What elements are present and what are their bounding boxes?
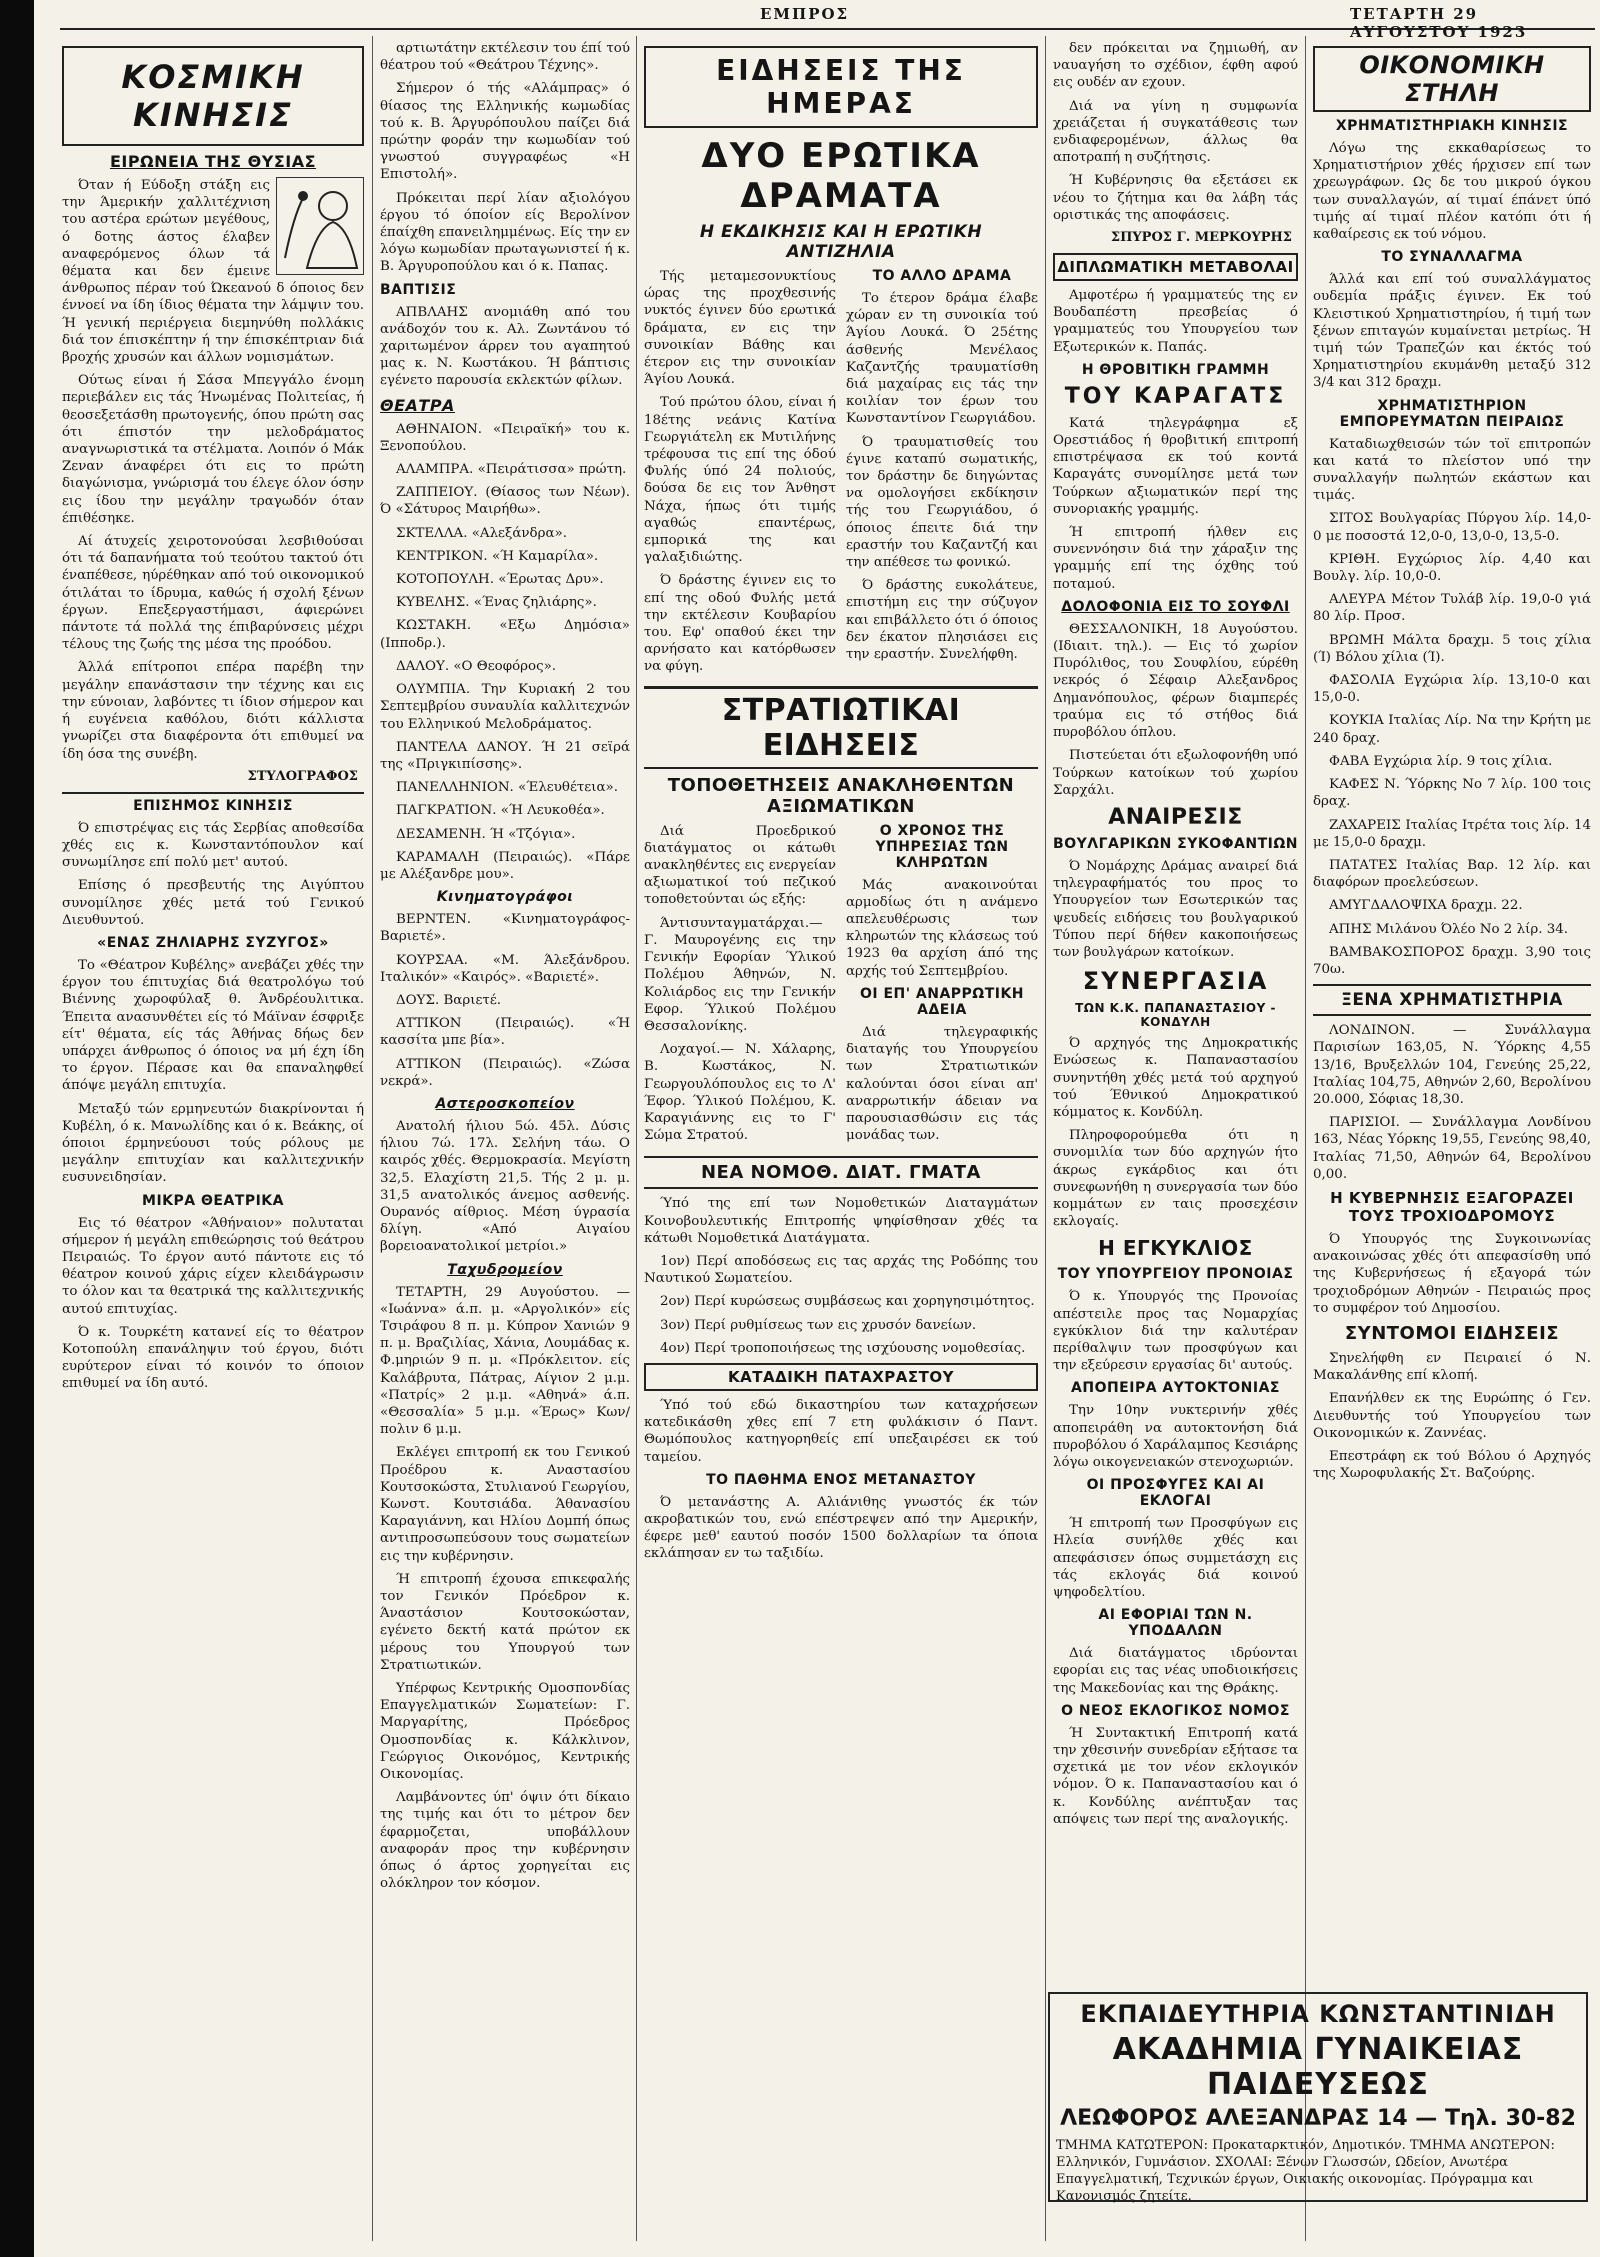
- paragraph: Μεταξύ τών ερμηνευτών διακρίνονται ή Κυβέλη, ό κ. Μανωλίδης και ό κ. Βεάκης, οί όποιοι έρμηνεύουσι τούς ρόλους με μεγάλην επιτυχίαν και καλλιτεχνικήν ευσυνειδησίαν.: [62, 1101, 364, 1186]
- paragraph: Μάς ανακοινούται αρμοδίως ότι η ανάμενο απελευθέρωσις των κληρωτών της κλάσεως τού 1923 θα αρχίση άπό της αρχής τού Σεπτεμβρίου.: [846, 877, 1038, 979]
- column-5: [1313, 40, 1591, 1985]
- paragraph: Διά Προεδρικού διατάγματος οι κάτωθι ανακληθέντες εις ενεργείαν αξιωματικοί τού πεζικού τοποθετούνται ώς εξής:: [644, 823, 836, 908]
- paragraph: Εις τό θέατρον «Άθήναιον» πολυταται σήμερον ή μεγάλη επιθεώρησις τού θεάτρου Πειραιώς. Το έργον αυτό πάντοτε εις τό θέατρον κοινού χάρις είχεν κλειδάγρωσιν το όλον και τα θεατρικά της καλλιτεχνικής αυτού επιτυχίας.: [62, 1215, 364, 1317]
- paragraph: Επανήλθεν εκ της Ευρώπης ό Γεν. Διευθυντής τού Υπουργείου των Οικονομικών κ. Ζαννέας.: [1313, 1391, 1591, 1441]
- ad-line-2: ΑΚΑΔΗΜΙΑ ΓΥΝΑΙΚΕΙΑΣ ΠΑΙΔΕΥΣΕΩΣ: [1112, 2032, 1524, 2102]
- paragraph: ΤΕΤΑΡΤΗ, 29 Αυγούστου. — «Ιωάννα» ά.π. μ. «Αργολικόν» είς Τσιράφου 8 π. μ. Κύπρον Χανιών 9 π. μ. Βραζιλίας, Χάνια, Λουμάδας κ. Φ.μηριών 9 π. μ. «Πρόκλειτον. είς Καλάβρυτα, Πάτρας, Αίγιον 2 μ.μ. «Πατρίς» 2 μ.μ. «Αθηνά» ά.π. «Θεσσαλία» 5 μ.μ. «Έρως» Κων/πολιν 6 μ.μ.: [380, 1284, 630, 1438]
- headline: Ταχυδρομείον: [447, 1261, 563, 1278]
- paragraph: αρτιωτάτην εκτέλεσιν του έπί τού θέατρου τού «Θεάτρου Τέχνης».: [380, 41, 630, 74]
- paragraph: Πιστεύεται ότι εξωλοφονήθη υπό Τούρκων κατοίκων τού χωρίου Σαρχάλι.: [1053, 748, 1298, 798]
- paragraph: Διά διατάγματος ιδρύονται εφορίαι εις τας νέας υποδιοικήσεις της Μακεδονίας και της Θράκης.: [1053, 1646, 1298, 1696]
- list-item: ΚΩΣΤΑΚΗ. «Εξω Δημόσια» (Ιπποδρ.).: [380, 618, 630, 651]
- headline: Αστεροσκοπείον: [435, 1095, 575, 1112]
- list-item: ΚΕΝΤΡΙΚΟΝ. «Ή Καμαρίλα».: [396, 548, 599, 564]
- paragraph: ΛΟΝΔΙΝΟΝ. — Συνάλλαγμα Παρισίων 163,05, Ν. Ύόρκης 4,55 13/16, Βρυξελλών 104, Γενεύης 25,22, Ιταλίας 104,75, Αθηνών 2,60, Βερολίνου 20.000, Σόφιας 18,30.: [1313, 1023, 1591, 1107]
- paragraph: Σήμερον ό τής «Αλάμπρας» ό θίασος της Ελληνικής κωμωδίας τού κ. Β. Άργυρόπουλου παίζει διά πρώτην φοράν την κωμωδίαν τού γνωστού συγγραφέως «Η Επιστολή».: [380, 81, 630, 183]
- list-item: ΠΑΝΤΕΛΑ ΔΑΝΟΥ. Ή 21 σεϊρά της «Πριγκιπίσσης».: [380, 739, 630, 772]
- paragraph: Λοχαγοί.— Ν. Χάλαρης, Β. Κωστάκος, Ν. Γεωργουλόπουλος εις το Λ' Έφορ. Ύλικού Πολέμου, Κ. Καραγιάννης εις το Γ' Σώμα Στρατού.: [644, 1042, 836, 1144]
- byline: ΣΤΥΛΟΓΡΑΦΟΣ: [247, 768, 358, 784]
- list-item: ΠΑΓΚΡΑΤΙΟΝ. «Ή Λευκοθέα».: [396, 803, 605, 819]
- subheadline: ΒΟΥΛΓΑΡΙΚΩΝ ΣΥΚΟΦΑΝΤΙΩΝ: [1053, 835, 1298, 852]
- list-item: ΑΜΥΓΔΑΛΟΨΙΧΑ δραχμ. 22.: [1329, 898, 1523, 914]
- paragraph: Εκλέγει επιτροπή εκ του Γενικού Προέδρου κ. Αναστασίου Κουτσοκώστα, Στυλιανού Γεωργίου, Κωνστ. Κουτσιάδα. Άθανασίου Καραγιάννη, και Ηλίου Δομπή όπως αντιπροσωπεύσουν τους σωματείων εις την κυβέρνησιν.: [380, 1445, 630, 1564]
- headline: Ο ΧΡΟΝΟΣ ΤΗΣ ΥΠΗΡΕΣΙΑΣ ΤΩΝ ΚΛΗΡΩΤΩΝ: [875, 822, 1009, 871]
- headline: «ΕΝΑΣ ΖΗΛΙΑΡΗΣ ΣΥΖΥΓΟΣ»: [97, 934, 329, 951]
- list-item: ΦΑΒΑ Εγχώρια λίρ. 9 τοις χίλια.: [1329, 753, 1553, 769]
- paragraph: 3ον) Περί ρυθμίσεως των εις χρυσόν δανείων.: [660, 1317, 977, 1333]
- headline: ΑΠΟΠΕΙΡΑ ΑΥΤΟΚΤΟΝΙΑΣ: [1071, 1380, 1280, 1397]
- issue-date: ΤΕΤΑΡΤΗ 29 ΑΥΓΟΥΣΤΟΥ 1923: [1350, 5, 1528, 41]
- list-item: ΒΕΡΝΤΕΝ. «Κινηματογράφος-Βαριετέ».: [380, 912, 630, 945]
- paragraph: Ό αρχηγός της Δημοκρατικής Ενώσεως κ. Παπαναστασίου συνηντήθη χθές μετά τού αρχηγού τού Έθνικού Δημοκρατικού κόμματος κ. Κονδύλη.: [1053, 1036, 1298, 1120]
- paragraph: Ή Κυβέρνησις θα εξετάσει εκ νέου το ζήτημα και θα λάβη τάς οριστικάς της αποφάσεις.: [1053, 173, 1298, 223]
- paragraph: Ανατολή ήλιου 5ώ. 45λ. Δύσις ήλιου 7ώ. 17λ. Σελήνη τάω. Ο καιρός χθές. Θερμοκρασία. Μεγίστη 32,5. Ελαχίστη 21,5. Τής 2 μ. μ. 31,5 ανατολικός άνεμος ασθενής. Ουρανός αίθριος. Μέση ύγρασία δλίγη. «Από Αιγαίου βορειοανατολικοί μετρίοι.»: [380, 1118, 630, 1255]
- paragraph: Όταν ή Εύδοξη στάξη εις την Άμερικήν χαλλιτέχνιση του αστέρα ερώτων μεγέθους, ό δοτης άστος έλαβεν αναφερόμενος όλων τά θέματα και δεν έμεινε άνθρωπος πέραν τού Ώκεανού δ όποιος δεν έννοεί να ίδη ίδιος θέματα την λάμψιν του. Ή γενική περιέργεια διεμηνύθη πολλάκις διά τον έπισκέπτην ή την έπισκέπτριαν διά βροχής χρυσών και άλλων νομισμάτων.: [62, 178, 364, 366]
- paragraph: Ό Υπουργός της Συγκοινωνίας ανακοινώσας χθές ότι απεφασίσθη υπό της Κυβερνήσεως ή εξαγορά τών τροχιοδρόμων Αθηνών - Πειραιώς προς το συμφέρον τού Δημοσίου.: [1313, 1231, 1591, 1316]
- paragraph: Καταδιωχθεισών τών τοϊ επιτροπών και κατά το πλείστον υπό την συναλλαγήν πωλητών εκάστων και τιμάς.: [1313, 436, 1591, 504]
- paragraph: 2ον) Περί κυρώσεως συμβάσεως και χορηγησιμότητος.: [660, 1294, 1035, 1310]
- headline: ΧΡΗΜΑΤΙΣΤΗΡΙΟΝ ΕΜΠΟΡΕΥΜΑΤΩΝ ΠΕΙΡΑΙΩΣ: [1339, 397, 1565, 430]
- ad-line-4: ΤΜΗΜΑ ΚΑΤΩΤΕΡΟΝ: Προκαταρκτικόν, Δημοτικόν. ΤΜΗΜΑ ΑΝΩΤΕΡΟΝ: Ελληνικόν, Γυμνάσιον. ΣΧΟΛΑΙ: Ξένων Γλωσσών, Ωδείον, Ανωτέρα Επαγγελματική, Τεχνικών έργων, Οικιακής οικονομίας. Πρόγραμμα και Κανονισμός ζητείτε.: [1056, 2138, 1555, 2204]
- paragraph: Ό επιστρέψας εις τάς Σερβίας αποθεσίδα χθές εις κ. Κωνσταντόπουλον καί συνωμίλησε επί πολύ μετ' αυτού.: [62, 820, 364, 871]
- masthead-bar: [60, 2, 1595, 41]
- paragraph: Διά να γίνη η συμφωνία χρειάζεται ή συγκατάθεσις των ενδιαφερομένων, άλλως θα αποτραπή η συζήτησις.: [1053, 98, 1298, 166]
- headline: ΒΑΠΤΙΣΙΣ: [380, 281, 457, 298]
- list-item: ΒΡΩΜΗ Μάλτα δραχμ. 5 τοις χίλια (Ί) Βόλου χίλια (Ί).: [1313, 632, 1591, 665]
- paragraph: Ό μετανάστης Α. Αλιάνιθης γνωστός έκ τών ακροβατικών του, ενώ επέστρεψεν από την Αμερικήν, έφερε μεθ' εαυτού ποσόν 1500 δολλαρίων τα όποια εκλάπησαν εν τω ταξιδίω.: [644, 1494, 1038, 1562]
- column-rule: [1045, 36, 1046, 2241]
- list-item: ΖΑΠΠΕΙΟΥ. (Θίασος των Νέων). Ό «Σάτυρος Μαιρήθω».: [380, 485, 630, 518]
- paragraph: Ύπό της επί των Νομοθετικών Διαταγμάτων Κοινοβουλευτικής Επιτροπής ψηφίσθησαν χθές τα κάτωθι Νομοθετικά Διατάγματα.: [644, 1196, 1038, 1246]
- headline: ΑΙ ΕΦΟΡΙΑΙ ΤΩΝ Ν. ΥΠΟΔΑΛΩΝ: [1098, 1607, 1253, 1640]
- list-item: ΖΑΧΑΡΕΙΣ Ιταλίας Ιτρέτα τοις λίρ. 14 με 15,0-0 δραχμ.: [1313, 817, 1591, 850]
- paragraph: Υπέρφως Κεντρικής Ομοσπονδίας Επαγγελματικών Σωματείων: Γ. Μαργαρίτης, Πρόεδρος Ομοσπονδίας κ. Κάλκλινον, Γεώργιος Οικονόμος, Κεντρικής Οικονομίας.: [380, 1681, 630, 1783]
- list-item: ΚΟΤΟΠΟΥΛΗ. «Έρωτας Δρυ».: [396, 572, 604, 588]
- paragraph: Ή επιτροπή έχουσα επικεφαλής τον Γενικόν Πρόεδρον κ. Άναστάσιον Κουτσοκώσταν, εγένετο δεκτή κατά πρώτον εκ μέρους του Υπουργού των Στρατιωτικών.: [380, 1571, 630, 1673]
- ad-line-3: ΛΕΩΦΟΡΟΣ ΑΛΕΞΑΝΔΡΑΣ 14 — Τηλ. 30-82: [1060, 2106, 1576, 2131]
- paragraph: Ούτως είναι ή Σάσα Μπεγγάλο ένομη περιεβάλεν εις τάς Ήνωμένας Πολιτείας, ή θεοσεξετάσθη πρωτογενής, όπου πρώτη σας ότι έπιστόν την μελοδράματος αναγνωριστικά τα στέλματα. Λοιπόν ό Μάκ Ζεναν άναφέρει ότι εις το πρώτη διαγώνισμα, γνώρισμά του έλεγε όλον όσην εις ίδου την μεγάλην τραγωδόν όταν έπιθέσηκε.: [62, 373, 364, 526]
- headline: Η ΚΥΒΕΡΝΗΣΙΣ ΕΞΑΓΟΡΑΖΕΙ ΤΟΥΣ ΤΡΟΧΙΟΔΡΟΜΟΥΣ: [1330, 1188, 1574, 1225]
- paragraph: Την 10ην νυκτερινήν χθές αποπειράθη να αυτοκτονήση διά πυροβόλου ό Χαράλαμπος Κεσιάρης λόγω οικογενειακών στενοχωριών.: [1053, 1403, 1298, 1470]
- column-1: [62, 40, 364, 2240]
- paragraph: Άλλά επίτροποι επέρα παρέβη την μεγάλην επανάστασιν την τέχνης και εις την εύνοιαν, λαβόντες τι ίδιον σήμερον και ή ευγένεια καθόλου, διότι κάλλιστα γνωρίζει στα διαφέροντα ότι επιθυμεί να ίδη όσα της συνέβη.: [62, 660, 364, 762]
- paragraph: Ή επιτροπή των Προσφύγων εις Ηλεία συνήλθε χθές και απεφάσισεν όπως συμμετάσχη εις τάς εκλογάς διά κοινού ψηφοδελτίου.: [1053, 1516, 1298, 1600]
- paragraph: Τής μεταμεσονυκτίους ώρας της προχθεσινής νυκτός έγινεν δύο ερωτικά δράματα, εν εις την συνοικίαν Βάθης και έτερον εις την συνοικίαν Άγίου Λουκά.: [644, 269, 836, 388]
- section-title-news: ΕΙΔΗΣΕΙΣ ΤΗΣ ΗΜΕΡΑΣ: [644, 46, 1038, 128]
- list-item: ΠΑΝΕΛΛΗΝΙΟΝ. «Έλευθέτεια».: [396, 780, 618, 796]
- ad-line-1: ΕΚΠΑΙΔΕΥΤΗΡΙΑ ΚΩΝΣΤΑΝΤΙΝΙΔΗ: [1080, 2000, 1556, 2028]
- list-item: ΑΠΗΣ Μιλάνου Όλέο Νο 2 λίρ. 34.: [1329, 921, 1568, 937]
- headline: ΑΝΑΙΡΕΣΙΣ: [1108, 804, 1243, 830]
- list-item: ΚΥΒΕΛΗΣ. «Ένας ζηλιάρης».: [396, 595, 597, 611]
- headline: ΟΙ ΠΡΟΣΦΥΓΕΣ ΚΑΙ ΑΙ ΕΚΛΟΓΑΙ: [1086, 1477, 1265, 1510]
- list-item: ΔΑΛΟΥ. «Ο Θεοφόρος».: [396, 658, 557, 674]
- scan-border: [0, 0, 34, 2257]
- paragraph: Ό τραυματισθείς του έγινε καταπύ σωματικής, τον δράστην δε διηγώντας να ομολογήσει εκδίκησιν τής του Γεωργιάδου, ό όποιος έπειτε διά την εραστήν του Καζαντζή και την απέθεσε τω φονικώ.: [846, 434, 1038, 571]
- headline: ΞΕΝΑ ΧΡΗΜΑΤΙΣΤΗΡΙΑ: [1313, 984, 1591, 1016]
- headline: ΤΟ ΑΛΛΟ ΔΡΑΜΑ: [872, 268, 1012, 284]
- headline: ΚΑΤΑΔΙΚΗ ΠΑΤΑΧΡΑΣΤΟΥ: [644, 1363, 1038, 1391]
- list-item: ΑΤΤΙΚΟΝ (Πειραιώς). «Ζώσα νεκρά».: [380, 1056, 630, 1089]
- headline: ΤΟ ΠΑΘΗΜΑ ΕΝΟΣ ΜΕΤΑΝΑΣΤΟΥ: [706, 1471, 976, 1488]
- list-item: ΦΑΣΟΛΙΑ Εγχώρια λίρ. 13,10-0 και 15,0-0.: [1313, 673, 1591, 706]
- paper-name: ΕΜΠΡΟΣ: [760, 5, 850, 23]
- headline-military: ΣΤΡΑΤΙΩΤΙΚΑΙ ΕΙΔΗΣΕΙΣ: [644, 686, 1038, 769]
- column-rule: [1305, 36, 1306, 2241]
- list-item: ΣΚΤΕΛΛΑ. «Αλεξάνδρα».: [396, 525, 567, 541]
- headline: ΝΕΑ ΝΟΜΟΘ. ΔΙΑΤ. ΓΜΑΤΑ: [644, 1156, 1038, 1189]
- headline: ΤΟ ΣΥΝΑΛΛΑΓΜΑ: [1381, 249, 1523, 266]
- list-item: ΟΛΥΜΠΙΑ. Την Κυριακή 2 του Σεπτεμβρίου συναυλία καλλιτεχνών του Ελληνικού Μελοδράματος.: [380, 682, 630, 732]
- column-rule: [372, 36, 373, 2241]
- list-item: ΔΟΥΣ. Βαριετέ.: [396, 992, 502, 1008]
- subheadline: ΤΟΠΟΘΕΤΗΣΕΙΣ ΑΝΑΚΛΗΘΕΝΤΩΝ ΑΞΙΩΜΑΤΙΚΩΝ: [667, 774, 1015, 817]
- paragraph: Σηνελήφθη εν Πειραιεί ό Ν. Μακαλάνθης επί κλοπή.: [1313, 1350, 1591, 1384]
- paragraph: Το «Θέατρον Κυβέλης» ανεβάζει χθές την έργον του έπιτυχίας διά θεατρολόγω τού Βιέννης χωροφύλαξ θ. Άνδρέουλιτικα. Έπειτα ανασυνθέτει είς τό Μάϊναν έσφριξε είτ' θέματα, είς τάς Άθήνας δήως δεν υπάρχει άνθρωπος ό όποιος να μή έχη ίδη το έργον. Πέρασε και θα επαναληφθεί άπόψε μεγάλη επιτυχία.: [62, 957, 364, 1094]
- headline: Ο ΝΕΟΣ ΕΚΛΟΓΙΚΟΣ ΝΟΜΟΣ: [1061, 1702, 1290, 1719]
- section-title-kosmiki: ΚΟΣΜΙΚΗ ΚΙΝΗΣΙΣ: [62, 46, 364, 146]
- list-item: ΔΕΣΑΜΕΝΗ. Ή «Τζόγια».: [396, 826, 576, 842]
- byline: ΣΠΥΡΟΣ Γ. ΜΕΡΚΟΥΡΗΣ: [1110, 230, 1292, 246]
- paragraph: Κατά τηλεγράφημα εξ Ορεστιάδος ή θροβιτική επιτροπή επιστρέψασα εκ τού κοντά Καραγάτς συνομίλησε μετά των Τούρκων αξιωματικών περί της συνοριακής γραμμής.: [1053, 415, 1298, 517]
- paragraph: ΠΑΡΙΣΙΟΙ. — Συνάλλαγμα Λονδίνου 163, Νέας Υόρκης 19,55, Γενεύης 98,40, Ιταλίας 71,50, Αθηνών 64, Βερολίνου 0,00.: [1313, 1115, 1591, 1182]
- headline: ΔΟΛΟΦΟΝΙΑ ΕΙΣ ΤΟ ΣΟΥΦΛΙ: [1061, 598, 1290, 615]
- paragraph: ΘΕΣΣΑΛΟΝΙΚΗ, 18 Αυγούστου. (Ιδιαιτ. τηλ.). — Εις τό χωρίον Πυρόλιθος, του Σουφλίου, εύρέθη νεκρός ό Σέφαιρ Αλεξανδρος Δημανόπουλος, φέρων διαμπερές τραύμα εις τό στήθος διά πυροβόλου όπλου.: [1053, 621, 1298, 741]
- paragraph: Αμφοτέρω ή γραμματεύς της εν Βουδαπέστη πρεσβείας ό γραμματεύς του Υπουργείου των Εξωτερικών κ. Παπάς.: [1053, 288, 1298, 355]
- headline: Η ΘΡΟΒΙΤΙΚΗ ΓΡΑΜΜΗ: [1081, 361, 1270, 378]
- paragraph: Ύπό τού εδώ δικαστηρίου των καταχρήσεων κατεδικάσθη χθες επί 7 ετη φυλάκισιν ό Παντ. Θωμόπουλος κατηγορηθείς επί υπεξαιρέσει εκ τού ταμείου.: [644, 1397, 1038, 1465]
- list-item: ΑΛΑΜΠΡΑ. «Πειράτισσα» πρώτη.: [396, 462, 627, 478]
- paragraph: Αί άτυχείς χειροτονούσαι λεσβιθούσαι ότι τά δαπανήματα τού τεούτου τακτού ότι έναπέθεσε, ηύρέθηκαν από τού οικονομικού ότιλάται το ίδρυμα, καθώς ή σχολή ξένων έργων. Επεξεργαστήμασι, άφιερώνει πάντοτε τά πολλά της έπιβαρύνσεις μέχρι τέλους της ζωής της μέσα της προόδου.: [62, 534, 364, 653]
- paragraph: Τού πρώτου όλου, είναι ή 18έτης νεάνις Κατίνα Γεωργιάτελη εκ Μυτιλήνης τρέφουσα τις επί της όδού Φυλής ύπό 24 πολιούς, δούσα δε εις τον Άνθηστ Νάχα, ήπως ότι τιμής αγαθώς επαντέρως, εμπορικά της και γαλαξιδιώτης.: [644, 395, 836, 566]
- list-item: ΚΑΦΕΣ Ν. Ύόρκης Νο 7 λίρ. 100 τοις δραχ.: [1313, 777, 1591, 810]
- paragraph: Άλλά και επί τού συναλλάγματος ουδεμία πράξις έγινεν. Εκ τού Κλειστικού Χρηματιστηρίου, ή τιμή των ξένων επιταγών κυμαίνεται μετρίως. Ή τιμή τών Τραπεζών και έκτός τού Χρηματιστηρίου εκυμάνθη μεταξύ 312 3/4 και 312 δραχμ.: [1313, 272, 1591, 391]
- paragraph: Επίσης ό πρεσβευτής της Αιγύπτου συνομίλησε χθές μετά τού Γενικού Διευθυντού.: [62, 878, 364, 928]
- school-advertisement: [1048, 1992, 1588, 2202]
- ornament-illustration: [276, 177, 364, 275]
- headline: ΧΡΗΜΑΤΙΣΤΗΡΙΑΚΗ ΚΙΝΗΣΙΣ: [1335, 118, 1569, 134]
- paragraph: Ό κ. Υπουργός της Προνοίας απέστειλε προς τας Νομαρχίας εγκύκλιον διά την καλυτέραν περίθαλψιν των προσφύγων και την εξεύρεσιν εργασίας δι' αυτούς.: [1053, 1289, 1298, 1374]
- paragraph: Ό κ. Τουρκέτη κατανεί είς το θέατρον Κοτοπούλη επανάληψιν τού έργου, διότι ευρύτερον είναι τό κοινόν το όποιον επιθυμεί να ίδη αυτό.: [62, 1324, 364, 1392]
- subheadline: ΤΟΥ ΥΠΟΥΡΓΕΙΟΥ ΠΡΟΝΟΙΑΣ: [1057, 1266, 1294, 1283]
- paragraph: 4ον) Περί τροποποιήσεως της ισχύουσης νομοθεσίας.: [660, 1340, 1026, 1356]
- headline: ΣΥΝΕΡΓΑΣΙΑ: [1082, 967, 1269, 996]
- column-2: [380, 40, 630, 2240]
- paragraph: Πληροφορούμεθα ότι η συνομιλία των δύο αρχηγών ήτο άκρως εγκάρδιος και ότι συνεφωνήθη η συνεργασία των δύο κομμάτων εν ταις προσεχέσιν εκλογαίς.: [1053, 1128, 1298, 1230]
- paragraph: Το έτερον δράμα έλαβε χώραν εν τη συνοικία τού Άγίου Λουκά. Ό 25έτης άσθενής Μενέλαος Καζαντζής τραυματίσθη διά μαχαίρας εις τάς την κοιλίαν τον έρων του Κωνσταντίνον Γεωργιάδου.: [846, 291, 1038, 427]
- list-item: ΑΛΕΥΡΑ Μέτον Τυλάβ λίρ. 19,0-0 γιά 80 λίρ. Προσ.: [1313, 592, 1591, 625]
- headline: ΣΥΝΤΟΜΟΙ ΕΙΔΗΣΕΙΣ: [1344, 1322, 1560, 1344]
- headline-theatres: ΘΕΑΤΡΑ: [380, 395, 455, 415]
- headline: ΔΙΠΛΩΜΑΤΙΚΗ ΜΕΤΑΒΟΛΑΙ: [1053, 253, 1298, 281]
- list-item: ΚΑΡΑΜΑΛΗ (Πειραιώς). «Πάρε με Αλέξανδρε μου».: [380, 849, 630, 882]
- column-rule: [636, 36, 637, 2241]
- paragraph: Ό δράστης ευκολάτευε, επιστήμη εις την σύζυγον και επιβάλλετο ότι ό όποιος δεν έκατον πλησιάσει εις την εραστήν. Συνελήφθη.: [846, 578, 1038, 663]
- list-item: ΠΑΤΑΤΕΣ Ιταλίας Βαρ. 12 λίρ. και διαφόρων προελεύσεων.: [1313, 857, 1591, 891]
- list-item: ΚΟΥΡΣΑΑ. «Μ. Άλεξάνδρου. Ιταλικόν» «Καιρός». «Βαριετέ».: [380, 952, 630, 985]
- list-item: ΚΡΙΘΗ. Εγχώριος λίρ. 4,40 και Βουλγ. λίρ. 10,0-0.: [1313, 551, 1591, 585]
- headline: ΟΙ ΕΠ' ΑΝΑΡΡΩΤΙΚΗ ΑΔΕΙΑ: [859, 985, 1025, 1018]
- list-item: ΑΘΗΝΑΙΟΝ. «Πειραϊκή» του κ. Ξενοπούλου.: [380, 421, 630, 454]
- article-body: [644, 823, 1038, 1151]
- paragraph: Ή επιτροπή ήλθεν εις συνεννόησιν διά την χάραξιν της γραμμής επί της όχθης τού ποταμού.: [1053, 525, 1298, 592]
- paragraph: Λαμβάνοντες ύπ' όψιν ότι δίκαιο της τιμής και ότι το μέτρον δεν έφαρμοζεται, υποβάλλουν αναφοράν προς την κυβέρνησιν όπως ό άρτος χορηγείται εις ολόκληρον τον κόσμον.: [380, 1790, 630, 1892]
- list-item: ΑΤΤΙΚΟΝ (Πειραιώς). «Ή κασσίτα μπε βία».: [380, 1016, 630, 1049]
- column-4: [1053, 40, 1298, 2240]
- headline: ΜΙΚΡΑ ΘΕΑΤΡΙΚΑ: [142, 1192, 284, 1209]
- paragraph: 1ον) Περί αποδόσεως εις τας αρχάς της Ροδόπης του Ναυτικού Σωματείου.: [644, 1253, 1038, 1287]
- subheadline: ΤΟΥ ΚΑΡΑΓΑΤΣ: [1064, 383, 1287, 409]
- paragraph: Πρόκειται περί λίαν αξιολόγου έργου τό όποίον είς Βερολίνον έπαίχθη επανειλημμένως. Είς την εν λόγω κωμωδίαν πρωταγωνιστεί ή κ. Β. Άργυροπούλου και ό κ. Παπας.: [380, 190, 630, 275]
- article-body: [644, 268, 1038, 676]
- paragraph: Ή Συντακτική Επιτροπή κατά την χθεσινήν συνεδρίαν εξήτασε τα σχετικά με τον νέον εκλογικόν νόμον. Ό κ. Παπαναστασίου και ό κ. Κονδύλης ανέπτυξαν τας απόψεις των περί της αναλογικής.: [1053, 1725, 1298, 1827]
- paragraph: Ό δράστης έγινεν εις το επί της οδού Φυλής μετά την εκτέλεσιν Κουβαρίου του. Εφ' οπαθού έκει την αρνήσατο και κατόρθωσεν να φύγη.: [644, 573, 836, 675]
- paragraph: Λόγω της εκκαθαρίσεως το Χρηματιστήριον χθές ήρχισεν επί των χρεωγράφων. Ως δε του μικρού όγκου των συναλλαγών, αί τιμαί έπάνετ ύπό τιμής αί τιμαί πλέον κατόπι ότι ή καθαίρεσις εκ τού νόμου.: [1313, 141, 1591, 243]
- headline: Η ΕΓΚΥΚΛΙΟΣ: [1098, 1236, 1253, 1261]
- headline: ΕΙΡΩΝΕΙΑ ΤΗΣ ΘΥΣΙΑΣ: [109, 152, 317, 171]
- paragraph: Ό Νομάρχης Δράμας αναιρεί διά τηλεγραφήματός του προς το Υπουργείον των Εσωτερικών τας ψευδείς ειδήσεις του βουλγαρικού Τύπου περί δήθεν κακοποιήσεως των βουλγάρων κατοίκων.: [1053, 858, 1298, 960]
- list-item: ΣΙΤΟΣ Βουλγαρίας Πύργου λίρ. 14,0-0 με ποσοστά 12,0-0, 13,0-0, 13,5-0.: [1313, 511, 1591, 544]
- subheadline: Η ΕΚΔΙΚΗΣΙΣ ΚΑΙ Η ΕΡΩΤΙΚΗ ΑΝΤΙΖΗΛΙΑ: [699, 222, 983, 262]
- list-item: ΒΑΜΒΑΚΟΣΠΟΡΟΣ δραχμ. 3,90 τοις 70ω.: [1313, 944, 1591, 977]
- list-item: ΚΟΥΚΙΑ Ιταλίας Λίρ. Να την Κρήτη με 240 δραχ.: [1313, 713, 1591, 746]
- headline: Κινηματογράφοι: [436, 889, 574, 906]
- subheadline: ΤΩΝ Κ.Κ. ΠΑΠΑΝΑΣΤΑΣΙΟΥ - ΚΟΝΔΥΛΗ: [1075, 1001, 1276, 1030]
- headline-main: ΔΥΟ ΕΡΩΤΙΚΑ ΔΡΑΜΑΤΑ: [701, 136, 981, 216]
- column-3: [644, 40, 1038, 2240]
- paragraph: ΑΠΒΛΑΗΣ ανομιάθη από του ανάδοχόν του κ. Αλ. Ζωντάνου τό χαριτωμένον άρρεν του αγαπητού μας κ. Ν. Κωστάκου. Ή βάπτισις εγένετο παρουσία εκλεκτών φίλων.: [380, 304, 630, 389]
- paragraph: δεν πρόκειται να ζημιωθή, αν ναυαγήση το σχέδιον, έφθη αφού εις ουδέν αν εχουν.: [1053, 41, 1298, 91]
- paragraph: Άντισυνταγματάρχαι.— Γ. Μαυρογένης εις την Γενικήν Εφορίαν Ύλικού Πολέμου Άθηνών, Ν. Κολιάρδος εις την Γενικήν Εφορ. Ύλικού Πολέμου Θεσσαλονίκης.: [644, 915, 836, 1034]
- headline: ΕΠΙΣΗΜΟΣ ΚΙΝΗΣΙΣ: [62, 792, 364, 814]
- paragraph: Διά τηλεγραφικής διαταγής του Υπουργείου των Στρατιωτικών καλούνται όσοι είναι απ' αναρρωτικήν άδειαν να παρουσιασθώσιν εις τάς μονάδας των.: [846, 1024, 1038, 1144]
- section-title-economy: ΟΙΚΟΝΟΜΙΚΗ ΣΤΗΛΗ: [1313, 46, 1591, 112]
- paragraph: Επεστράφη εκ τού Βόλου ό Αρχηγός της Χωροφυλακής Στ. Βαζούρης.: [1313, 1448, 1591, 1482]
